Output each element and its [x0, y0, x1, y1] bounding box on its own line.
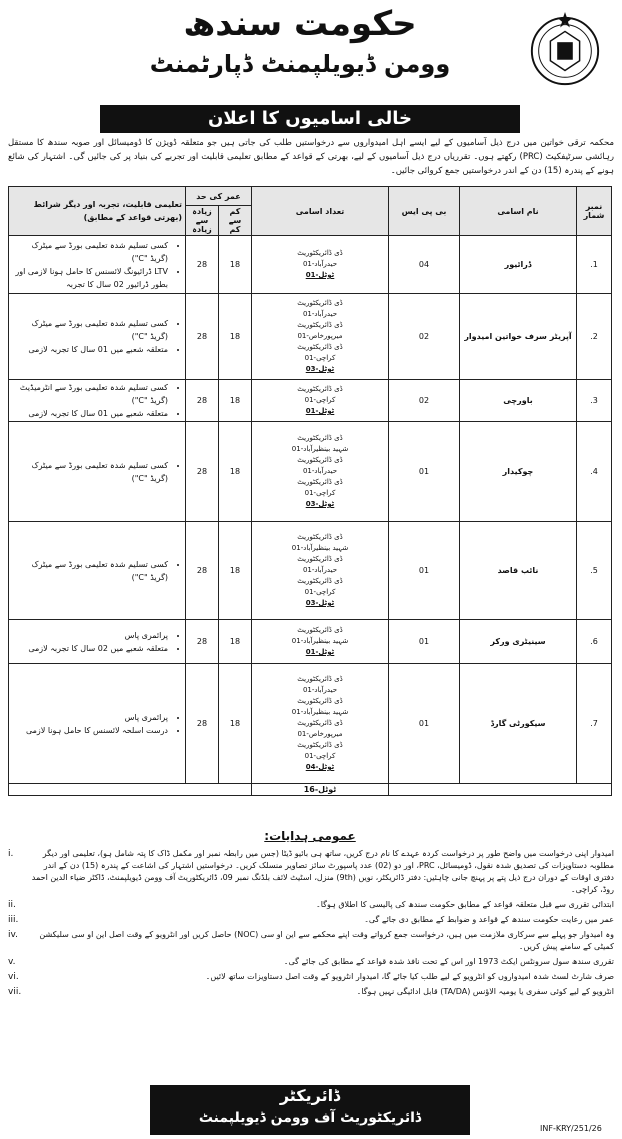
seat-line: حیدرآباد-01 [302, 467, 338, 475]
min-age: 18 [219, 236, 252, 294]
max-age: 28 [186, 522, 219, 620]
min-age: 18 [219, 294, 252, 380]
instruction-item [8, 956, 614, 968]
post-name: نائب قاصد [460, 522, 577, 620]
directorate-name: ڈائریکٹوریٹ آف وومن ڈیویلپمنٹ [198, 1110, 422, 1126]
post-name: ڈرائیور [460, 236, 577, 294]
qualification-item: • پرائمری پاس [12, 629, 168, 642]
seat-distribution [252, 294, 389, 380]
seat-line: ڈی ڈائریکٹوریٹ [297, 626, 343, 634]
seat-total: ٹوٹل-01 [305, 271, 335, 279]
instructions-heading: عمومی ہدایات: [264, 829, 356, 843]
min-age: 18 [219, 522, 252, 620]
seat-line: ڈی ڈائریکٹوریٹ [297, 555, 343, 563]
seat-distribution [252, 620, 389, 664]
seat-line: کراچی-01 [304, 588, 336, 596]
table-row [9, 380, 612, 422]
seat-line: ڈی ڈائریکٹوریٹ [297, 434, 343, 442]
seat-line: ڈی ڈائریکٹوریٹ [297, 299, 343, 307]
seat-line: کراچی-01 [304, 752, 336, 760]
seat-total: ٹوٹل-01 [305, 407, 335, 415]
signature-block [150, 1085, 470, 1135]
seat-line: کراچی-01 [304, 396, 336, 404]
seat-line: میرپورخاص-01 [297, 730, 343, 738]
bps-scale: 04 [389, 236, 460, 294]
header-bps: بی پی ایس [389, 187, 460, 236]
seat-line: ڈی ڈائریکٹوریٹ [297, 456, 343, 464]
qualification [9, 620, 186, 664]
seat-distribution [252, 422, 389, 522]
qualification-item: • کسی تسلیم شدہ تعلیمی بورڈ سے میٹرک (گریڈ "C") [12, 239, 168, 265]
seat-line: ڈی ڈائریکٹوریٹ [297, 343, 343, 351]
government-title: حکومت سندھ [183, 4, 417, 44]
seat-total: ٹوٹل-04 [305, 763, 335, 771]
post-name: آپریٹر سرف خواتین امیدوار [460, 294, 577, 380]
qualification-item: • متعلقہ شعبے میں 01 سال کا تجربہ لازمی [12, 407, 168, 420]
seat-total: ٹوٹل-03 [305, 365, 335, 373]
qualification-list [12, 629, 182, 655]
seat-line: شہید بینظیرآباد-01 [291, 445, 349, 453]
qualification [9, 522, 186, 620]
seat-line: شہید بینظیرآباد-01 [291, 708, 349, 716]
instruction-item [8, 914, 614, 926]
instruction-number: iii. [8, 915, 19, 925]
max-age: 28 [186, 620, 219, 664]
department-title: وومن ڈیویلپمنٹ ڈپارٹمنٹ [149, 50, 451, 78]
header-min-age: کم سے کم [219, 206, 252, 236]
instruction-item [8, 899, 614, 911]
qualification [9, 236, 186, 294]
header-seats: تعداد اسامی [252, 187, 389, 236]
qualification-list [12, 558, 182, 584]
qualification-item: • کسی تسلیم شدہ تعلیمی بورڈ سے میٹرک (گریڈ "C") [12, 558, 168, 584]
seat-distribution [252, 380, 389, 422]
post-name: سینیٹری ورکر [460, 620, 577, 664]
instruction-number: ii. [8, 900, 16, 910]
seat-line: ڈی ڈائریکٹوریٹ [297, 719, 343, 727]
max-age: 28 [186, 380, 219, 422]
qualification-item: • درست اسلحہ لائسنس کا حامل ہونا لازمی [12, 724, 168, 737]
table-row [9, 422, 612, 522]
instruction-text: ابتدائی تقرری سے قبل متعلقہ قواعد کے مطابق حکومت سندھ کی پالیسی کا اطلاق ہوگا۔ [316, 900, 614, 909]
post-name: چوکیدار [460, 422, 577, 522]
row-number: 1. [577, 236, 612, 294]
seat-line: ڈی ڈائریکٹوریٹ [297, 321, 343, 329]
header-max-age: زیادہ سے زیادہ [186, 206, 219, 236]
seat-line: کراچی-01 [304, 354, 336, 362]
vacancy-announcement-banner: خالی اسامیوں کا اعلان [100, 105, 520, 133]
table-row [9, 522, 612, 620]
instruction-text: صرف شارٹ لسٹ شدہ امیدواروں کو انٹرویو کے لیے طلب کیا جائے گا، امیدوار انٹرویو کے وقت اصل دستاویزات ساتھ لائیں۔ [205, 972, 614, 981]
qualification-list [12, 711, 182, 737]
seat-line: ڈی ڈائریکٹوریٹ [297, 249, 343, 257]
seat-line: ڈی ڈائریکٹوریٹ [297, 697, 343, 705]
table-row [9, 294, 612, 380]
instruction-text: وہ امیدوار جو پہلے سے سرکاری ملازمت میں ہیں، درخواست جمع کرواتے وقت اپنے محکمے سے این او سی (NOC) حاصل کریں اور انٹرویو کے وقت اصل این او سی سلیکشن کمیٹی کے سامنے پیش کریں۔ [39, 930, 614, 951]
seat-line: ڈی ڈائریکٹوریٹ [297, 533, 343, 541]
seat-line: شہید بینظیرآباد-01 [291, 544, 349, 552]
instruction-item [8, 986, 614, 998]
instruction-number: vi. [8, 972, 19, 982]
qualification-item: • پرائمری پاس [12, 711, 168, 724]
instruction-item [8, 971, 614, 983]
qualification-list [12, 381, 182, 420]
seat-line: میرپورخاص-01 [297, 332, 343, 340]
instruction-text: انٹرویو کے لیے کوئی سفری یا یومیہ الاؤنس (TA/DA) قابل ادائیگی نہیں ہوگا۔ [356, 987, 614, 996]
qualification-item: • متعلقہ شعبے میں 02 سال کا تجربہ لازمی [12, 642, 168, 655]
grand-total: ٹوٹل-16 [252, 784, 389, 796]
qualification-list [12, 459, 182, 485]
table-row [9, 664, 612, 784]
seat-distribution [252, 236, 389, 294]
instruction-item [8, 848, 614, 896]
seat-line: حیدرآباد-01 [302, 260, 338, 268]
seat-distribution [252, 664, 389, 784]
qualification-item: • کسی تسلیم شدہ تعلیمی بورڈ سے انٹرمیڈیٹ (گریڈ "C") [12, 381, 168, 407]
intro-paragraph: محکمہ ترقی خواتین میں درج ذیل آسامیوں کے لیے ایسے اہل امیدواروں سے درخواستیں طلب کی جاتی ہیں جو متعلقہ ڈویژن کا ڈومیسائل اور صوبہ سندھ کا مستقل رہائشی سرٹیفکیٹ (PRC) رکھتے ہوں۔ تقرریاں درج ذیل آسامیوں کے لیے، بھرتی کے قواعد کے مطابق تعلیمی قابلیت اور تجربے کی بنیاد پر کی جائیں گی۔ اشتہار کی شائع ہونے کے پندرہ (15) دن کے اندر درخواستیں جمع کروائی جائیں۔ [8, 138, 615, 176]
qualification-list [12, 239, 182, 291]
qualification [9, 664, 186, 784]
max-age: 28 [186, 236, 219, 294]
seat-line: ڈی ڈائریکٹوریٹ [297, 741, 343, 749]
instruction-item [8, 929, 614, 953]
seat-distribution [252, 522, 389, 620]
qualification-item: • کسی تسلیم شدہ تعلیمی بورڈ سے میٹرک (گریڈ "C") [12, 459, 168, 485]
row-number: 6. [577, 620, 612, 664]
post-name: سیکورٹی گارڈ [460, 664, 577, 784]
table-row [9, 236, 612, 294]
seat-line: ڈی ڈائریکٹوریٹ [297, 385, 343, 393]
seat-line: حیدرآباد-01 [302, 566, 338, 574]
qualification-item: • متعلقہ شعبے میں 01 سال کا تجربہ لازمی [12, 343, 168, 356]
row-number: 7. [577, 664, 612, 784]
seat-line: ڈی ڈائریکٹوریٹ [297, 675, 343, 683]
table-row [9, 620, 612, 664]
sindh-government-emblem [526, 10, 604, 88]
seat-line: شہید بینظیرآباد-01 [291, 637, 349, 645]
seat-line: حیدرآباد-01 [302, 686, 338, 694]
seat-total: ٹوٹل-01 [305, 648, 335, 656]
vacancies-table [8, 186, 612, 796]
header-qualification: تعلیمی قابلیت، تجربہ اور دیگر شرائط (بھرتی قواعد کے مطابق) [9, 187, 186, 236]
bps-scale: 01 [389, 664, 460, 784]
max-age: 28 [186, 294, 219, 380]
seat-line: کراچی-01 [304, 489, 336, 497]
header-no: نمبر شمار [577, 187, 612, 236]
max-age: 28 [186, 422, 219, 522]
min-age: 18 [219, 620, 252, 664]
bps-scale: 01 [389, 620, 460, 664]
instruction-text: عمر میں رعایت حکومت سندھ کے قواعد و ضوابط کے مطابق دی جائے گی۔ [364, 915, 614, 924]
instruction-number: iv. [8, 930, 18, 940]
instruction-text: امیدوار اپنی درخواست میں واضح طور پر درخواست کردہ عہدے کا نام درج کریں، ساتھ ہی بائیو ڈیٹا (جس میں رابطہ نمبر اور مکمل ڈاک کا پتہ شامل ہو)، تعلیمی اور دیگر مطلوبہ دستاویزات کی تصدیق شدہ نقول، ڈومیسائل، PRC، اور دو (02) عدد پاسپورٹ سائز تصاویر منسلک کریں۔ درخواستیں اشتہار کی اشاعت کے پندرہ (15) دن کے اندر دفتری اوقات کے دوران درج ذیل پتے پر پہنچ جانی چاہئیں: دفتر ڈائریکٹر، نویں (9th) منزل، اسٹیٹ لائف بلڈنگ نمبر 09، ڈائریکٹوریٹ آف وومن ڈیویلپمنٹ، ڈاکٹر ضیاء الدین احمد روڈ، کراچی۔ [31, 849, 614, 894]
qualification-list [12, 317, 182, 356]
header-post: نام اسامی [460, 187, 577, 236]
instruction-text: تقرری سندھ سول سرونٹس ایکٹ 1973 اور اس کے تحت نافذ شدہ قواعد کے مطابق کی جائے گی۔ [283, 957, 614, 966]
post-name: باورچی [460, 380, 577, 422]
min-age: 18 [219, 664, 252, 784]
row-number: 5. [577, 522, 612, 620]
qualification [9, 422, 186, 522]
seat-line: ڈی ڈائریکٹوریٹ [297, 577, 343, 585]
bps-scale: 02 [389, 294, 460, 380]
director-title: ڈائریکٹر [279, 1086, 341, 1105]
seat-total: ٹوٹل-03 [305, 500, 335, 508]
max-age: 28 [186, 664, 219, 784]
instructions-list [8, 848, 614, 1001]
instruction-number: v. [8, 957, 16, 967]
header-age: عمر کی حد [186, 187, 252, 206]
row-number: 3. [577, 380, 612, 422]
header [0, 0, 622, 100]
bps-scale: 01 [389, 522, 460, 620]
qualification-item: • LTV ڈرائیونگ لائسنس کا حامل ہونا لازمی اور بطور ڈرائیور 02 سال کا تجربہ [12, 265, 168, 291]
seat-line: حیدرآباد-01 [302, 310, 338, 318]
row-number: 4. [577, 422, 612, 522]
instruction-number: i. [8, 849, 14, 859]
bps-scale: 01 [389, 422, 460, 522]
min-age: 18 [219, 422, 252, 522]
seat-line: ڈی ڈائریکٹوریٹ [297, 478, 343, 486]
qualification [9, 294, 186, 380]
reference-number: INF-KRY/251/26 [540, 1124, 602, 1133]
instruction-number: vii. [8, 987, 22, 997]
qualification [9, 380, 186, 422]
row-number: 2. [577, 294, 612, 380]
min-age: 18 [219, 380, 252, 422]
seat-total: ٹوٹل-03 [305, 599, 335, 607]
qualification-item: • کسی تسلیم شدہ تعلیمی بورڈ سے میٹرک (گریڈ "C") [12, 317, 168, 343]
bps-scale: 02 [389, 380, 460, 422]
